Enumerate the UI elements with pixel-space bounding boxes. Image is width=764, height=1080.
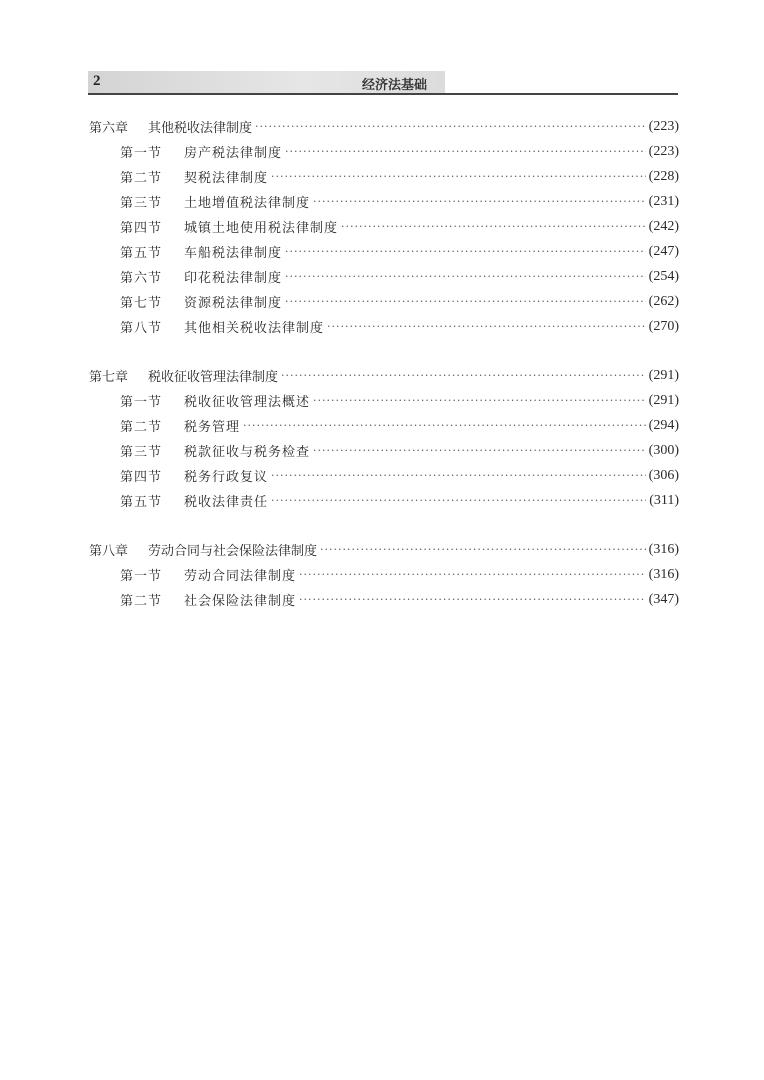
- section-entry[interactable]: [89, 164, 679, 189]
- chapter-group: [89, 363, 679, 513]
- section-entry-page: (291): [648, 392, 679, 408]
- section-entry-title: 城镇土地使用税法律制度: [184, 221, 339, 236]
- section-entry-title: 印花税法律制度: [184, 271, 283, 286]
- leader-dots: [271, 469, 646, 482]
- section-entry-page: (231): [648, 193, 679, 209]
- section-entry-title: 社会保险法律制度: [184, 594, 297, 609]
- section-entry-page: (223): [648, 143, 679, 159]
- leader-dots: [285, 245, 646, 258]
- section-entry-num: 第二节: [120, 594, 163, 609]
- leader-dots: [313, 394, 646, 407]
- section-entry-page: (311): [649, 492, 679, 508]
- section-entry-page: (262): [648, 293, 679, 309]
- book-title: 经济法基础: [362, 78, 428, 93]
- section-entry-page: (228): [648, 168, 679, 184]
- chapter-group: [89, 114, 679, 339]
- section-entry-num: 第三节: [120, 196, 163, 211]
- section-entry[interactable]: [89, 388, 679, 413]
- section-entry-num: 第七节: [120, 296, 163, 311]
- section-entry-title: 土地增值税法律制度: [184, 196, 311, 211]
- section-entry-num: 第五节: [120, 495, 163, 510]
- chapter-entry[interactable]: [89, 537, 679, 562]
- section-entry-num: 第一节: [120, 146, 163, 161]
- leader-dots: [285, 270, 646, 283]
- section-entry-num: 第四节: [120, 221, 163, 236]
- section-entry-title: 劳动合同法律制度: [184, 569, 297, 584]
- chapter-group: [89, 537, 679, 612]
- section-entry-num: 第二节: [120, 420, 163, 435]
- leader-dots: [313, 195, 646, 208]
- section-entry-title: 税收征收管理法概述: [184, 395, 311, 410]
- section-entry-page: (347): [648, 591, 679, 607]
- section-entry-page: (300): [648, 442, 679, 458]
- table-of-contents: [89, 114, 679, 636]
- section-entry[interactable]: [89, 289, 679, 314]
- chapter-entry-page: (223): [648, 118, 679, 134]
- section-entry[interactable]: [89, 314, 679, 339]
- section-entry-num: 第一节: [120, 395, 163, 410]
- section-entry[interactable]: [89, 239, 679, 264]
- section-entry-num: 第三节: [120, 445, 163, 460]
- section-entry-title: 税收法律责任: [184, 495, 269, 510]
- leader-dots: [341, 220, 646, 233]
- leader-dots: [281, 369, 646, 382]
- page-number: 2: [93, 73, 101, 89]
- section-entry-title: 税务行政复议: [184, 470, 269, 485]
- section-entry[interactable]: [89, 587, 679, 612]
- section-entry-page: (247): [648, 243, 679, 259]
- chapter-entry-page: (291): [648, 367, 679, 383]
- section-entry[interactable]: [89, 463, 679, 488]
- section-entry-num: 第五节: [120, 246, 163, 261]
- section-entry-num: 第一节: [120, 569, 163, 584]
- leader-dots: [271, 494, 646, 507]
- chapter-entry-num: 第八章: [89, 544, 129, 559]
- section-entry-page: (270): [648, 318, 679, 334]
- section-entry-title: 车船税法律制度: [184, 246, 283, 261]
- section-entry-page: (316): [648, 566, 679, 582]
- section-entry-title: 其他相关税收法律制度: [184, 321, 325, 336]
- leader-dots: [313, 444, 646, 457]
- section-entry-num: 第二节: [120, 171, 163, 186]
- leader-dots: [320, 543, 646, 556]
- section-entry[interactable]: [89, 139, 679, 164]
- section-entry-title: 税款征收与税务检查: [184, 445, 311, 460]
- chapter-entry-title: 劳动合同与社会保险法律制度: [148, 544, 318, 559]
- leader-dots: [299, 568, 646, 581]
- section-entry-page: (306): [648, 467, 679, 483]
- chapter-entry-title: 税收征收管理法律制度: [148, 370, 279, 385]
- leader-dots: [299, 593, 646, 606]
- section-entry[interactable]: [89, 264, 679, 289]
- leader-dots: [285, 295, 646, 308]
- chapter-entry-page: (316): [648, 541, 679, 557]
- section-entry-num: 第六节: [120, 271, 163, 286]
- section-entry[interactable]: [89, 488, 679, 513]
- chapter-entry-num: 第六章: [89, 121, 129, 136]
- chapter-entry-title: 其他税收法律制度: [148, 121, 253, 136]
- section-entry[interactable]: [89, 438, 679, 463]
- section-entry[interactable]: [89, 413, 679, 438]
- section-entry-page: (294): [648, 417, 679, 433]
- leader-dots: [243, 419, 646, 432]
- chapter-entry[interactable]: [89, 363, 679, 388]
- leader-dots: [327, 320, 646, 333]
- section-entry[interactable]: [89, 189, 679, 214]
- chapter-entry[interactable]: [89, 114, 679, 139]
- chapter-entry-num: 第七章: [89, 370, 129, 385]
- section-entry-num: 第八节: [120, 321, 163, 336]
- section-entry-num: 第四节: [120, 470, 163, 485]
- leader-dots: [255, 120, 646, 133]
- leader-dots: [271, 170, 646, 183]
- header-rule: [88, 93, 678, 95]
- section-entry-title: 房产税法律制度: [184, 146, 283, 161]
- section-entry-page: (254): [648, 268, 679, 284]
- section-entry-title: 资源税法律制度: [184, 296, 283, 311]
- section-entry[interactable]: [89, 562, 679, 587]
- leader-dots: [285, 145, 646, 158]
- section-entry-title: 契税法律制度: [184, 171, 269, 186]
- section-entry-page: (242): [648, 218, 679, 234]
- section-entry[interactable]: [89, 214, 679, 239]
- section-entry-title: 税务管理: [184, 420, 241, 435]
